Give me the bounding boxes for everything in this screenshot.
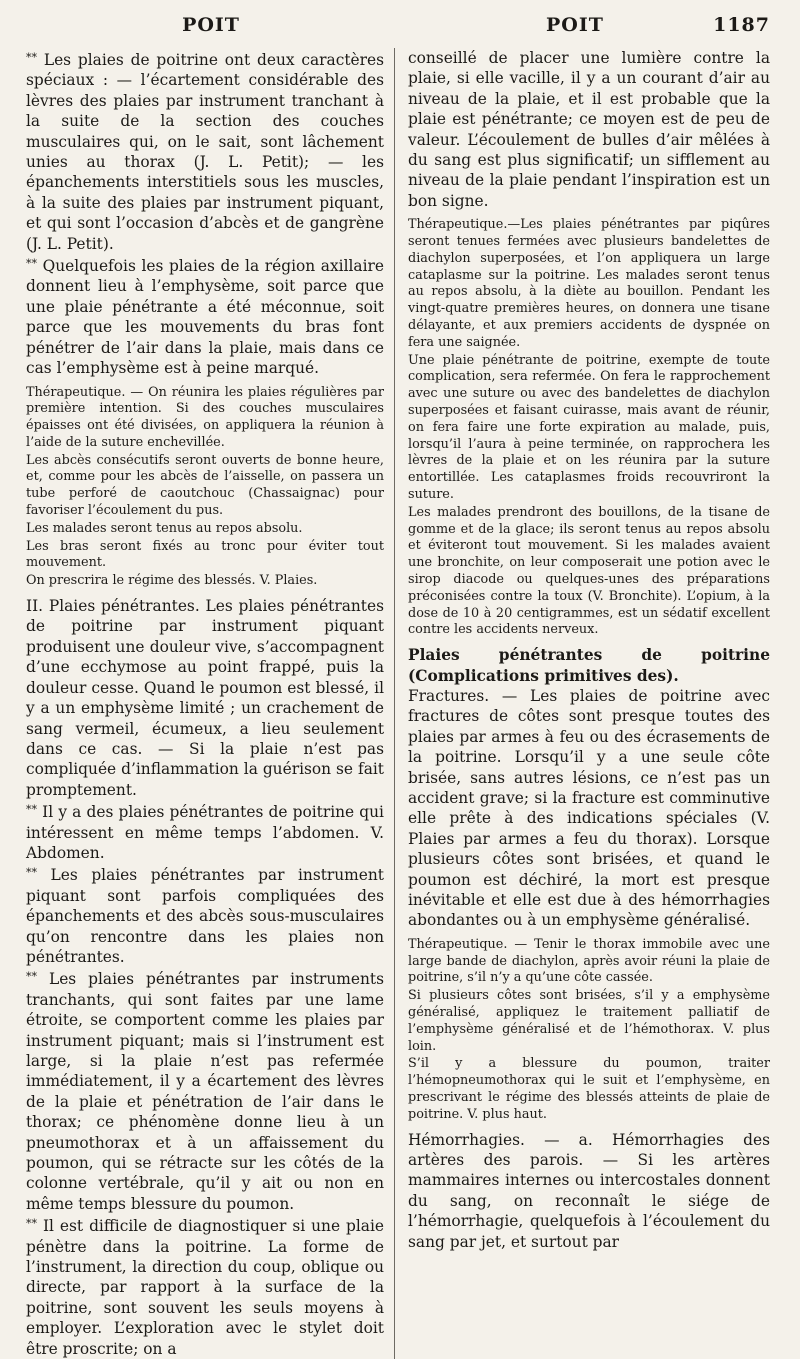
header-left-title: POIT: [182, 14, 240, 36]
section-heading: Plaies pénétrantes de poitrine (Complications primitives des).: [408, 646, 770, 685]
paragraph: Les abcès consécutifs seront ouverts de bonne heure, et, comme pour les abcès de l’aisselle, on passera un tube perforé de caoutchouc (Chassaignac) pour favoriser l’écoulement du pus.: [26, 452, 384, 519]
paragraph: Les malades seront tenus au repos absolu.: [26, 520, 303, 536]
paragraph: Une plaie pénétrante de poitrine, exempte de toute complication, sera refermée. On fera le rapprochement avec une suture ou avec des bandelettes de diachylon superposées et faisant cuirasse, mais avant de réunir, on fera faire une forte expiration au malade, puis, lorsqu’il l’aura à peine terminée, on rapprochera les lèvres de la plaie et on les réunira par la suture entortillée. Les cataplasmes froids recouvriront la suture.: [408, 352, 770, 502]
paragraph: Fractures. — Les plaies de poitrine avec fractures de côtes sont presque toutes des plaies par armes à feu ou des écrasements de la poitrine. Lorsqu’il y a une seule côte brisée, sans autres lésions, ce n’est pas un accident grave; si la fracture est comminutive elle prête à des indications spéciales (V. Plaies par armes a feu du thorax). Lorsque plusieurs côtes sont brisées, et quand le poumon est déchiré, la mort est presque inévitable et elle est due à des hémorrhagies abondantes ou à un emphysème généralisé.: [408, 686, 770, 930]
header-right-title: POIT: [546, 14, 604, 36]
paragraph: Thérapeutique. — On réunira les plaies régulières par première intention. Si des couches musculaires épaisses ont été divisées, on appliquera la réunion à l’aide de la suture enchevillée.: [26, 384, 384, 450]
paragraph: On prescrira le régime des blessés. V. Plaies.: [26, 573, 318, 589]
paragraph: ** Il y a des plaies pénétrantes de poitrine qui intéressent en même temps l’abdomen. V. Abdomen.: [26, 803, 384, 862]
paragraph: ** Les plaies pénétrantes par instruments tranchants, qui sont faites par une lame étroite, se comportent comme les plaies par instrument piquant; mais si l’instrument est large, si la plaie n’est pas refermée immédiatement, il y a écartement des lèvres de la plaie et pénétration de l’air dans le thorax; ce phénomène donne lieu à un pneumothorax et à un affaissement du poumon, qui se rétracte sur les côtés de la colonne vertébrale, qu’il y ait ou non en même temps blessure du poumon.: [26, 970, 384, 1213]
paragraph: Thérapeutique.—Les plaies pénétrantes par piqûres seront tenues fermées avec plusieurs bandelettes de diachylon superposées, et l’on appliquera un large cataplasme sur la poitrine. Les malades seront tenus au repos absolu, à la diète au bouillon. Pendant les vingt-quatre premières heures, on donnera une tisane délayante, et aux premiers accidents de dyspnée on fera une saignée.: [408, 217, 770, 350]
paragraph: Les bras seront fixés au tronc pour éviter tout mouvement.: [26, 538, 384, 571]
text-columns: [26, 48, 770, 1359]
paragraph: Si plusieurs côtes sont brisées, s’il y a emphysème généralisé, appliquez le traitement palliatif de l’emphysème généralisé et de l’hémothorax. V. plus loin.: [408, 988, 770, 1054]
paragraph: ** Les plaies pénétrantes par instrument piquant sont parfois compliquées des épanchements et des abcès sous-musculaires qu’on rencontre dans les plaies non pénétrantes.: [26, 866, 384, 966]
paragraph: Thérapeutique. — Tenir le thorax immobile avec une large bande de diachylon, après avoir réuni la plaie de poitrine, s’il n’y a qu’une côte cassée.: [408, 936, 770, 986]
section-heading-paragraph: II. Plaies pénétrantes. Les plaies pénétrantes de poitrine par instrument piquant produisent une douleur vive, s’accompagnent d’une ecchymose au point frappé, puis la douleur cesse. Quand le poumon est blessé, il y a un emphysème limité ; un crachement de sang vermeil, écumeux, a lieu seulement dans ce cas. — Si la plaie n’est pas compliquée d’inflammation la guérison se fait promptement.: [26, 597, 384, 799]
paragraph: ** Quelquefois les plaies de la région axillaire donnent lieu à l’emphysème, soit parce que une plaie pénétrante a été méconnue, soit parce que les mouvements du bras font pénétrer de l’air dans la plaie, mais dans ce cas l’emphysème est à peine marqué.: [26, 257, 384, 378]
left-column: [26, 48, 395, 1359]
paragraph: Les malades prendront des bouillons, de la tisane de gomme et de la glace; ils seront tenus au repos absolu et éviteront tout mouvement. Si les malades avaient une bronchite, on leur composerait une potion avec le sirop diacode ou quelques-unes des préparations préconisées contre la toux (V. Bronchite). L’opium, à la dose de 10 à 20 centigrammes, est un sédatif excellent contre les accidents nerveux.: [408, 504, 770, 638]
right-column: [395, 48, 770, 1359]
page-number: 1187: [713, 14, 770, 36]
paragraph: ** Les plaies de poitrine ont deux caractères spéciaux : — l’écartement considérable des lèvres des plaies par instrument tranchant à la suite de la section des couches musculaires qui, on le sait, sont lâchement unies au thorax (J. L. Petit); — les épanchements interstitiels sous les muscles, à la suite des plaies par instrument piquant, et qui sont l’occasion d’abcès et de gangrène (J. L. Petit).: [26, 51, 384, 253]
paragraph: S’il y a blessure du poumon, traiter l’hémopneumothorax qui le suit et l’emphysème, en prescrivant le régime des blessés atteints de plaie de poitrine. V. plus haut.: [408, 1056, 770, 1122]
paragraph: Hémorrhagies. — a. Hémorrhagies des artères des parois. — Si les artères mammaires internes ou intercostales donnent du sang, on reconnaît le siége de l’hémorrhagie, quelquefois à l’écoulement du sang par jet, et surtout par: [408, 1130, 770, 1251]
paragraph: ** Il est difficile de diagnostiquer si une plaie pénètre dans la poitrine. La forme de l’instrument, la direction du coup, oblique ou directe, par rapport à la surface de la poitrine, sont souvent les seuls moyens à employer. L’exploration avec le stylet doit être proscrite; on a: [26, 1217, 384, 1358]
paragraph: conseillé de placer une lumière contre la plaie, si elle vacille, il y a un courant d’air au niveau de la plaie, et il est probable que la plaie est pénétrante; ce moyen est de peu de valeur. L’écoulement de bulles d’air mêlées à du sang est plus significatif; un sifflement au niveau de la plaie pendant l’inspiration est un bon signe.: [408, 49, 770, 210]
running-header: [26, 14, 770, 48]
